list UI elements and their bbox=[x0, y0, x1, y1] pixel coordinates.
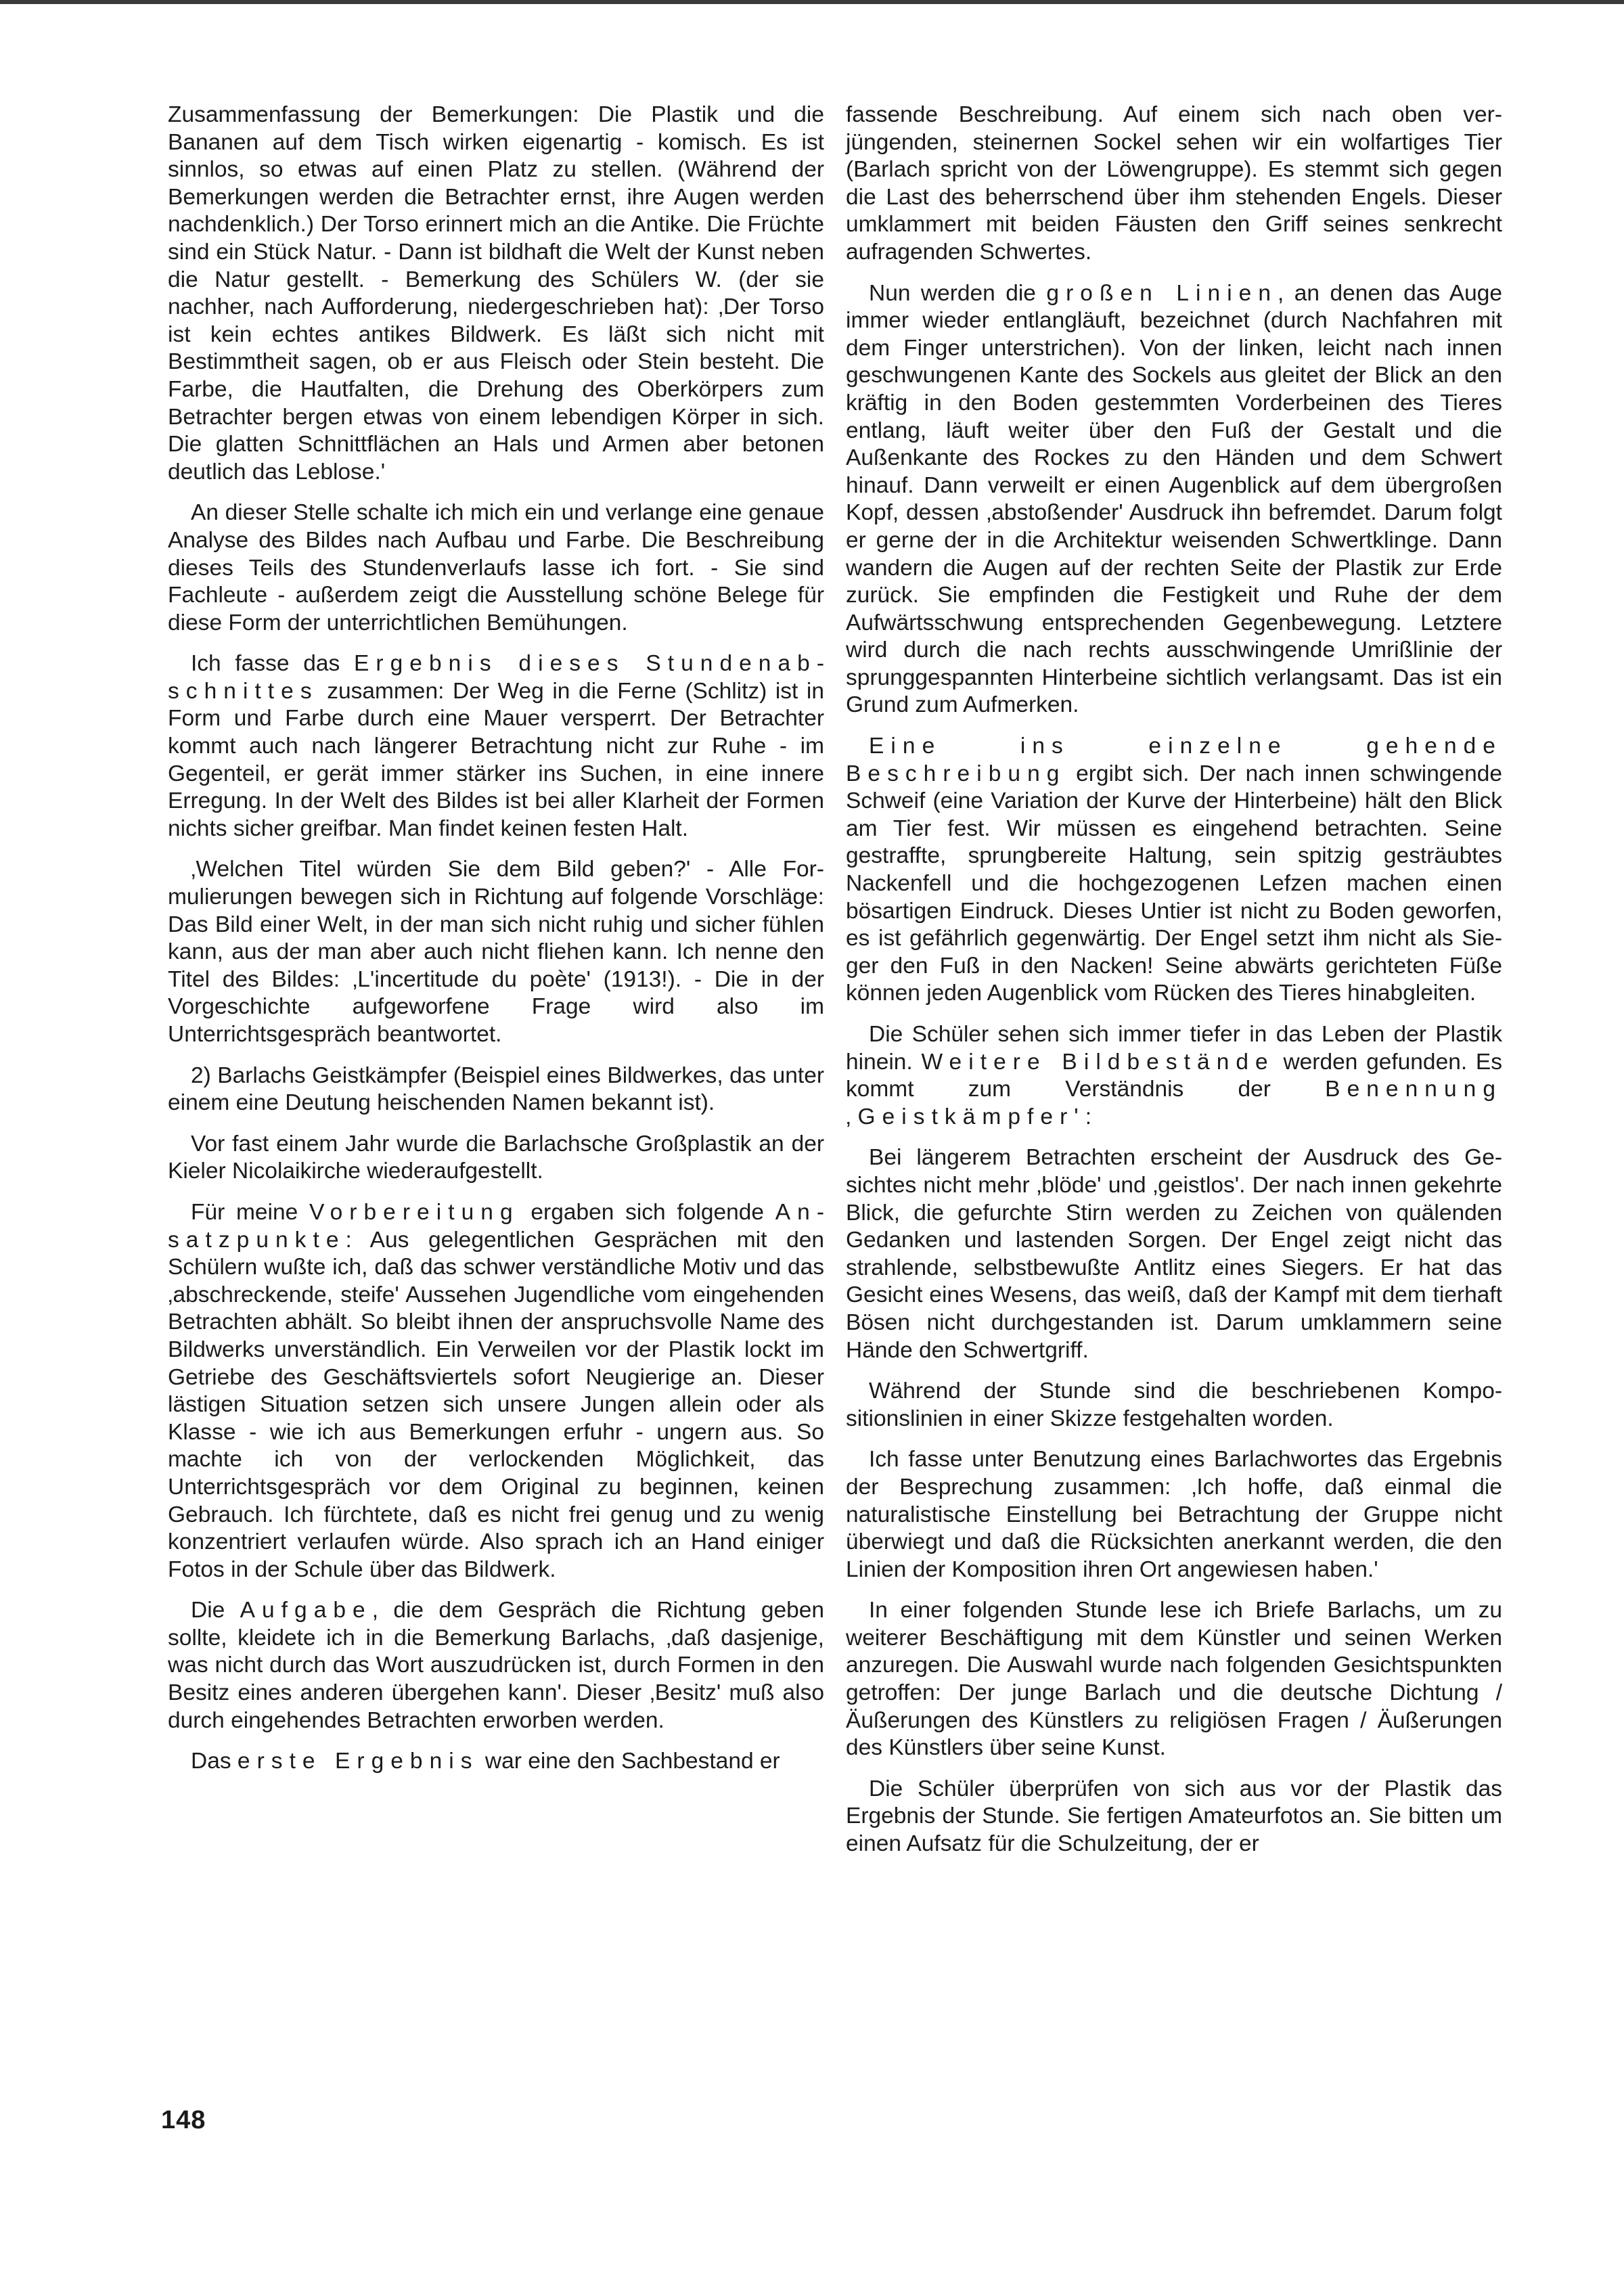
left-column bbox=[168, 102, 824, 1789]
spaced-emphasis: Aufgabe bbox=[240, 1598, 372, 1623]
paragraph: fassende Beschreibung. Auf einem sich nach oben verjüngenden, steinernen Sockel sehen wir ein wolfartiges Tier (Barlach spricht von der Löwengruppe). Es stemmt sich gegen die Last des beherrschend über ihm stehenden Engels. Dieser umklammert mit beiden Fäusten den Griff seines senkrecht aufragenden Schwertes. bbox=[846, 102, 1502, 265]
paragraph: Bei längerem Betrachten erscheint der Ausdruck des Gesichtes nicht mehr ‚blöde' und ‚geistlos'. Der nach innen gekehrte Blick, die gefurchte Stirn werden zu Zeichen von quälenden Gedanken und lastenden Sorgen. Der Engel zeigt nicht das strahlende, selbstbewußte Antlitz eines Siegers. Er hat das Gesicht eines Wesens, das weiß, daß der Kampf mit dem tierhaft Bösen nicht durchgestanden ist. Darum umklammern seine Hände den Schwertgriff. bbox=[846, 1145, 1502, 1363]
text-run: Die Schüler sehen sich immer tiefer in das Leben der Plastik hinein. bbox=[846, 1022, 1502, 1075]
spaced-emphasis: großen Linien bbox=[1046, 280, 1278, 306]
right-column bbox=[846, 102, 1502, 1872]
page-top-edge bbox=[0, 0, 1624, 4]
paragraph bbox=[846, 280, 1502, 720]
paragraph: Während der Stunde sind die beschriebenen Kompositionslinien in einer Skizze festgehalten worden. bbox=[846, 1378, 1502, 1431]
text-run: : Aus gelegentlichen Gesprächen mit den Schülern wußte ich, daß das schwer verständliche Motiv und das ‚abschreckende, steife' Aussehen Jugendliche vom eingehenden Betrachten abhält. So bleibt ihnen der anspruchsvolle Name des Bildwerks unverständlich. Ein Verweilen vor der Plastik lockt im Getriebe des Geschäftsviertels sofort Neugierige an. Dieser lästigen Situation setzen sich unsere Jungen allein oder als Klasse - wie ich aus Bemerkungen erfuhr - ungern aus. So machte ich von der verlockenden Möglichkeit, das Unterrichtsgespräch vor dem Original zu beginnen, keinen Gebrauch. Ich fürchtete, daß es nicht frei genug und zu wenig konzentriert verlaufen würde. Also sprach ich an Hand einiger Fotos in der Schule über das Bildwerk. bbox=[168, 1227, 824, 1582]
text-run: : bbox=[1085, 1104, 1092, 1129]
text-run: werden gefunden. Es kommt zum Verständnis der bbox=[846, 1049, 1502, 1102]
text-run: war eine den Sachbestand er bbox=[484, 1749, 780, 1774]
spaced-emphasis: Ansatzpunkte bbox=[168, 1199, 825, 1253]
text-run: , an denen das Auge immer wieder entlangläuft, bezeichnet (durch Nachfahren mit dem Finger unterstrichen). Von der linken, leicht nach innen geschwungenen Kante des Sockels aus gleitet der Blick an den kräftig in den Boden gestemmten Vorderbeinen des Tieres entlang, läuft weiter über den Fuß der Gestalt und die Außenkante des Rockes zu den Händen und dem Schwert hinauf. Dann verweilt er einen Augenblick auf dem übergroßen Kopf, dessen ‚abstoßender' Ausdruck ihn befremdet. Darum folgt er gerne der in die Architektur weisenden Schwertklinge. Dann wandern die Augen auf der rechten Seite der Plastik zur Erde zurück. Sie empfinden die Festigkeit und Ruhe der dem Aufwärtsschwung entsprechenden Gegenbewegung. Letztere wird durch die nach rechts ausschwingende Umrißlinie der sprunggespannten Hinterbeine sichtlich verlangsamt. Das ist ein Grund zum Aufmerken. bbox=[846, 280, 1502, 718]
paragraph: 2) Barlachs Geistkämpfer (Beispiel eines Bildwerkes, das unter einem eine Deutung heischenden Namen bekannt ist). bbox=[168, 1062, 824, 1116]
paragraph bbox=[168, 1597, 824, 1734]
paragraph: An dieser Stelle schalte ich mich ein und verlange eine genaue Analyse des Bildes nach Aufbau und Farbe. Die Beschreibung dieses Teils des Stundenverlaufs lasse ich fort. - Sie sind Fachleute - außerdem zeigt die Ausstellung schöne Belege für diese Form der unterrichtlichen Bemühungen. bbox=[168, 500, 824, 635]
paragraph: In einer folgenden Stunde lese ich Briefe Barlachs, um zu weiterer Beschäftigung mit dem Künstler und seinen Werken anzuregen. Die Auswahl wurde nach folgenden Gesichtspunkten getroffen: Der junge Barlach und die deutsche Dichtung / Äußerungen des Künstlers zu religiösen Fragen / Äußerungen des Künstlers über seine Kunst. bbox=[846, 1598, 1502, 1761]
spaced-emphasis: Ergebnis dieses Stundenabschnittes bbox=[168, 651, 824, 704]
paragraph bbox=[168, 1199, 824, 1584]
paragraph: Vor fast einem Jahr wurde die Barlachsche Großplastik an der Kieler Nicolaikirche wiederaufgestellt. bbox=[168, 1131, 824, 1184]
spaced-emphasis: Eine ins einzelne gehende Beschreibung bbox=[846, 734, 1502, 786]
text-run: ergibt sich. Der nach innen schwingende Schweif (eine Variation der Kurve der Hinterbeine) hält den Blick am Tier fest. Wir müssen es eingehend betrachten. Seine gestraffte, sprungbereite Haltung, sein spitzig gesträubtes Nackenfell und die hochgezogenen Lefzen machen einen bösartigen Eindruck. Dieses Untier ist nicht zu Boden geworfen, es ist gefährlich gegenwärtig. Der Engel setzt ihm nicht als Sieger den Fuß in den Nacken! Seine abwärts gerichteten Füße können jeden Augenblick vom Rücken des Tieres hinabgleiten. bbox=[846, 761, 1502, 1006]
text-run: ergaben sich folgende bbox=[531, 1199, 764, 1225]
paragraph: ‚Welchen Titel würden Sie dem Bild geben?' - Alle Formulierungen bewegen sich in Richtung auf folgende Vorschläge: Das Bild einer Welt, in der man sich nicht ruhig und sicher fühlen kann, aus der man aber auch nicht fliehen kann. Ich nenne den Titel des Bildes: ‚L'incertitude du poète' (1913!). - Die in der Vorgeschichte aufgeworfene Frage wird also im Unterrichtsgespräch beantwortet. bbox=[168, 857, 824, 1047]
paragraph: Ich fasse unter Benutzung eines Barlachwortes das Ergebnis der Besprechung zusammen: ‚Ich hoffe, daß einmal die naturalistische Einstellung bei Betrachtung der Gruppe nicht überwiegt und daß die Rücksichten anerkannt werden, die den Linien der Komposition ihren Ort angewiesen haben.' bbox=[846, 1447, 1502, 1582]
text-run: Das bbox=[191, 1749, 231, 1774]
text-run: zusammen: Der Weg in die Ferne (Schlitz) ist in Form und Farbe durch eine Mauer versperrt. Der Betrachter kommt auch nach längerer Betrachtung nicht zur Ruhe - im Gegenteil, er gerät immer stärker ins Suchen, in eine innere Erregung. In der Welt des Bildes ist bei aller Klarheit der Formen nichts sicher greifbar. Man findet keinen festen Halt. bbox=[168, 678, 825, 841]
paragraph bbox=[846, 1021, 1502, 1131]
page-number: 148 bbox=[161, 2106, 206, 2134]
text-run: , die dem Gespräch die Richtung geben sollte, kleidete ich in die Bemerkung Barlachs, ‚daß dasjenige, was nicht durch das Wort auszudrücken ist, durch Formen in den Besitz eines anderen übergehen kann'. Dieser ‚Besitz' muß also durch eingehendes Betrachten erworben werden. bbox=[168, 1598, 824, 1733]
spaced-emphasis: Weitere Bildbestände bbox=[921, 1049, 1275, 1075]
paragraph bbox=[846, 733, 1502, 1008]
paragraph: Zusammenfassung der Bemerkungen: Die Plastik und die Bananen auf dem Tisch wirken eigenartig - komisch. Es ist sinnlos, so etwas auf einen Platz zu stellen. (Während der Bemerkungen werden die Betrachter ernst, ihre Augen werden nachdenklich.) Der Torso erinnert mich an die Antike. Die Früchte sind ein Stück Natur. - Dann ist bildhaft die Welt der Kunst neben die Natur gestellt. - Bemerkung des Schülers W. (der sie nachher, nach Aufforderung, niedergeschrieben hat): ‚Der Torso ist kein echtes antikes Bildwerk. Es läßt sich nicht mit Bestimmtheit sagen, ob er aus Fleisch oder Stein besteht. Die Farbe, die Hautfalten, die Drehung des Oberkörpers zum Betrachter bergen etwas von einem lebendigen Körper in sich. Die glatten Schnittflächen an Hals und Armen aber betonen deutlich das Leblose.' bbox=[168, 102, 824, 485]
paragraph: Die Schüler überprüfen von sich aus vor der Plastik das Ergebnis der Stunde. Sie fertigen Amateurfotos an. Sie bitten um einen Aufsatz für die Schulzeitung, der er bbox=[846, 1776, 1502, 1857]
spaced-emphasis: erste Ergebnis bbox=[237, 1749, 479, 1774]
paragraph bbox=[168, 1748, 824, 1776]
text-run: Für meine bbox=[191, 1199, 298, 1225]
text-run: Nun werden die bbox=[869, 280, 1036, 306]
text-run: Die bbox=[191, 1598, 225, 1623]
paragraph bbox=[168, 650, 824, 843]
text-run: Ich fasse das bbox=[191, 651, 340, 677]
spaced-emphasis: Benennung ‚Geistkämpfer' bbox=[846, 1077, 1503, 1129]
spaced-emphasis: Vorbereitung bbox=[309, 1199, 520, 1225]
